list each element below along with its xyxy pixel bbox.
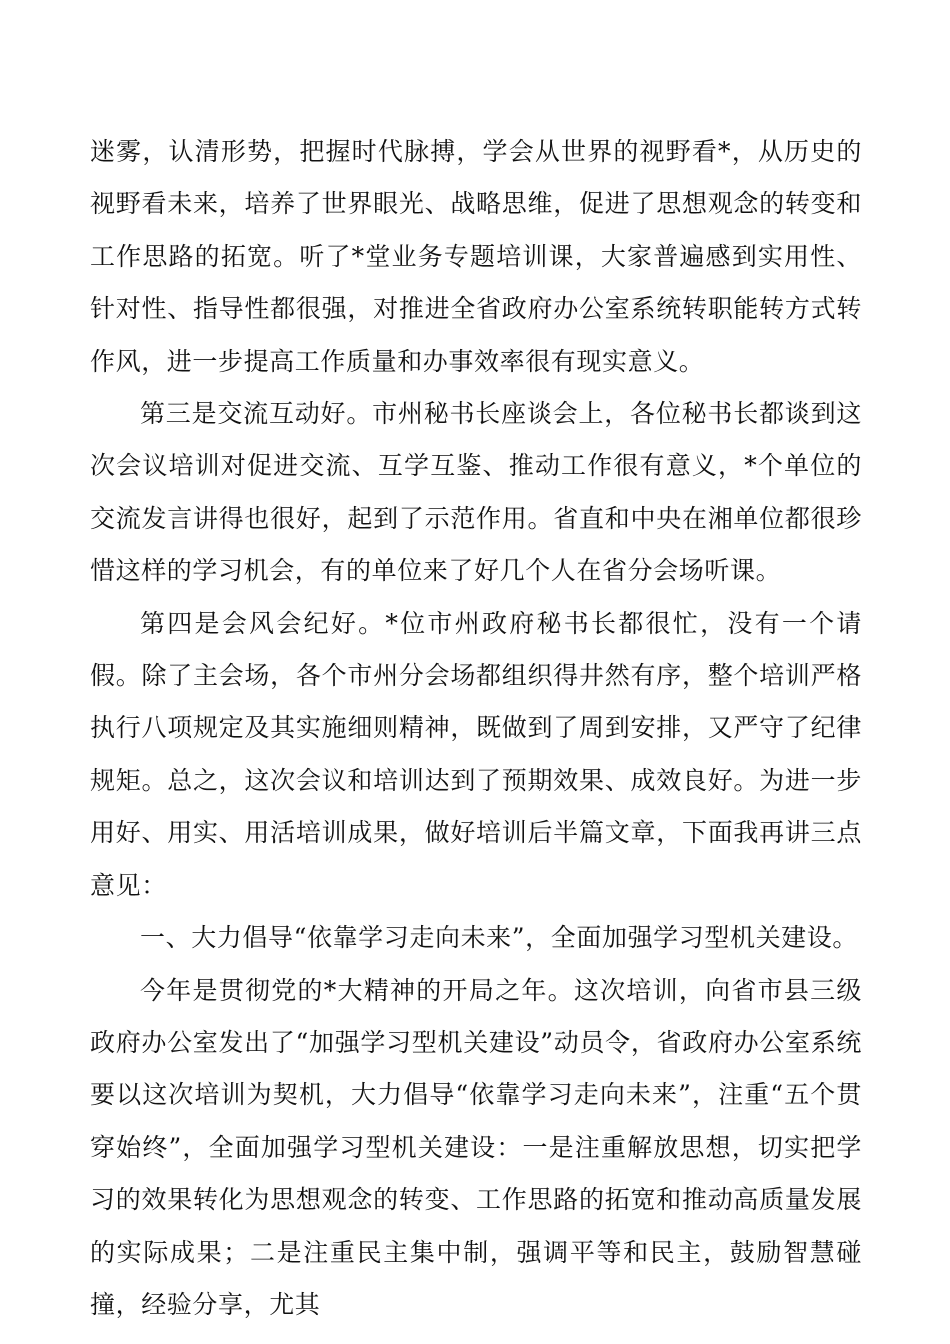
paragraph-section-one-body: 今年是贯彻党的*大精神的开局之年。这次培训，向省市县三级政府办公室发出了“加强学习型机关建设”动员令，省政府办公室系统要以这次培训为契机，大力倡导“依靠学习走向未来”，注重“五个贯穿始终”，全面加强学习型机关建设：一是注重解放思想，切实把学习的效果转化为思想观念的转变、工作思路的拓宽和推动高质量发展的实际成果；二是注重民主集中制，强调平等和民主，鼓励智慧碰撞，经验分享，尤其	[90, 975, 862, 1319]
paragraph-fourth-point: 第四是会风会纪好。*位市州政府秘书长都很忙，没有一个请假。除了主会场，各个市州分会场都组织得井然有序，整个培训严格执行八项规定及其实施细则精神，既做到了周到安排，又严守了纪律规矩。总之，这次会议和培训达到了预期效果、成效良好。为进一步用好、用实、用活培训成果，做好培训后半篇文章，下面我再讲三点意见：	[90, 608, 862, 900]
section-heading-one: 一、大力倡导“依靠学习走向未来”，全面加强学习型机关建设。	[140, 923, 858, 953]
document-body	[90, 126, 862, 1331]
paragraph-third-point: 第三是交流互动好。市州秘书长座谈会上，各位秘书长都谈到这次会议培训对促进交流、互学互鉴、推动工作很有意义，*个单位的交流发言讲得也很好，起到了示范作用。省直和中央在湘单位都很珍惜这样的学习机会，有的单位来了好几个人在省分会场听课。	[90, 399, 862, 586]
paragraph-continued: 迷雾，认清形势，把握时代脉搏，学会从世界的视野看*，从历史的视野看未来，培养了世界眼光、战略思维，促进了思想观念的转变和工作思路的拓宽。听了*堂业务专题培训课，大家普遍感到实用性、针对性、指导性都很强，对推进全省政府办公室系统转职能转方式转作风，进一步提高工作质量和办事效率很有现实意义。	[90, 137, 862, 376]
